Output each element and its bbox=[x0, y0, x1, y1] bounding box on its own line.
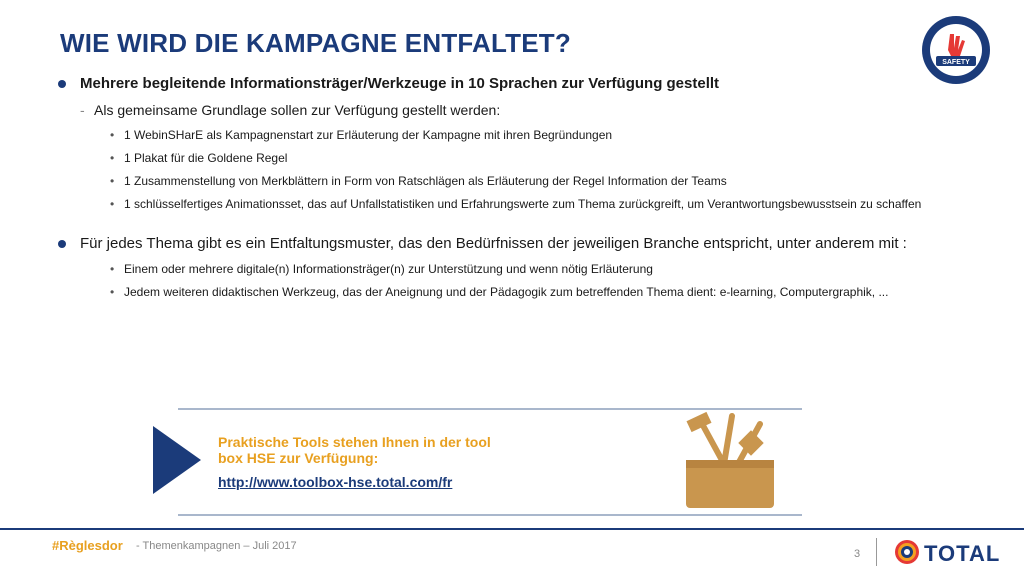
footer-rule bbox=[0, 528, 1024, 530]
content-area bbox=[58, 74, 958, 306]
footer-text: - Themenkampagnen – Juli 2017 bbox=[136, 540, 297, 552]
total-logo-icon bbox=[893, 538, 921, 566]
list-item: • Einem oder mehrere digitale(n) Informationsträger(n) zur Unterstützung und wenn nötig Erläuterung bbox=[110, 262, 653, 276]
list-item: • 1 WebinSHarE als Kampagnenstart zur Erläuterung der Kampagne mit ihren Begründungen bbox=[110, 128, 613, 142]
bullet-main-1-text: Mehrere begleitende Informationsträger/Werkzeuge in 10 Sprachen zur Verfügung gestellt bbox=[80, 75, 720, 92]
list-item: • Jedem weiteren didaktischen Werkzeug, das der Aneignung und der Pädagogik zum betreffenden Thema dient: e-learning, Computergraphik, ... bbox=[110, 285, 889, 299]
toolbox-text: Praktische Tools stehen Ihnen in der tool box HSE zur Verfügung: bbox=[218, 434, 491, 466]
page-number: 3 bbox=[854, 548, 861, 560]
list-item: • 1 Plakat für die Goldene Regel bbox=[110, 151, 288, 165]
list-item: • 1 schlüsselfertiges Animationsset, das auf Unfallstatistiken und Erfahrungswerte zum Thema zurückgreift, um Verantwortungsbewusstsein zu schaffen bbox=[110, 197, 922, 211]
badge-center-text: SAFETY bbox=[942, 59, 970, 66]
list-item: • 1 Zusammenstellung von Merkblättern in Form von Ratschlägen als Erläuterung der Regel Information der Teams bbox=[110, 174, 727, 188]
bullet-dot bbox=[58, 80, 66, 88]
bullet-main-2 bbox=[58, 234, 958, 254]
toolbox-icon bbox=[680, 410, 780, 512]
arrow-right-icon bbox=[153, 426, 201, 494]
bullet-sub-1: - Als gemeinsame Grundlage sollen zur Verfügung gestellt werden: bbox=[80, 102, 501, 118]
footer-divider bbox=[876, 538, 877, 566]
bullet-sub-1-text: Als gemeinsame Grundlage sollen zur Verfügung gestellt werden: bbox=[94, 102, 501, 118]
toolbox-link[interactable]: http://www.toolbox-hse.total.com/fr bbox=[218, 474, 453, 490]
bullet-dot bbox=[58, 240, 66, 248]
brand-name: TOTAL bbox=[924, 541, 1001, 566]
slide-title: WIE WIRD DIE KAMPAGNE ENTFALTET? bbox=[60, 28, 571, 58]
bullet-main-1 bbox=[58, 74, 958, 94]
toolbox-bottom-rule bbox=[178, 514, 802, 516]
footer-hashtag: #Règlesdor bbox=[52, 538, 123, 553]
bullet-main-2-text: Für jedes Thema gibt es ein Entfaltungsmuster, das den Bedürfnissen der jeweiligen Branche entspricht, unter anderem mit : bbox=[80, 235, 907, 252]
